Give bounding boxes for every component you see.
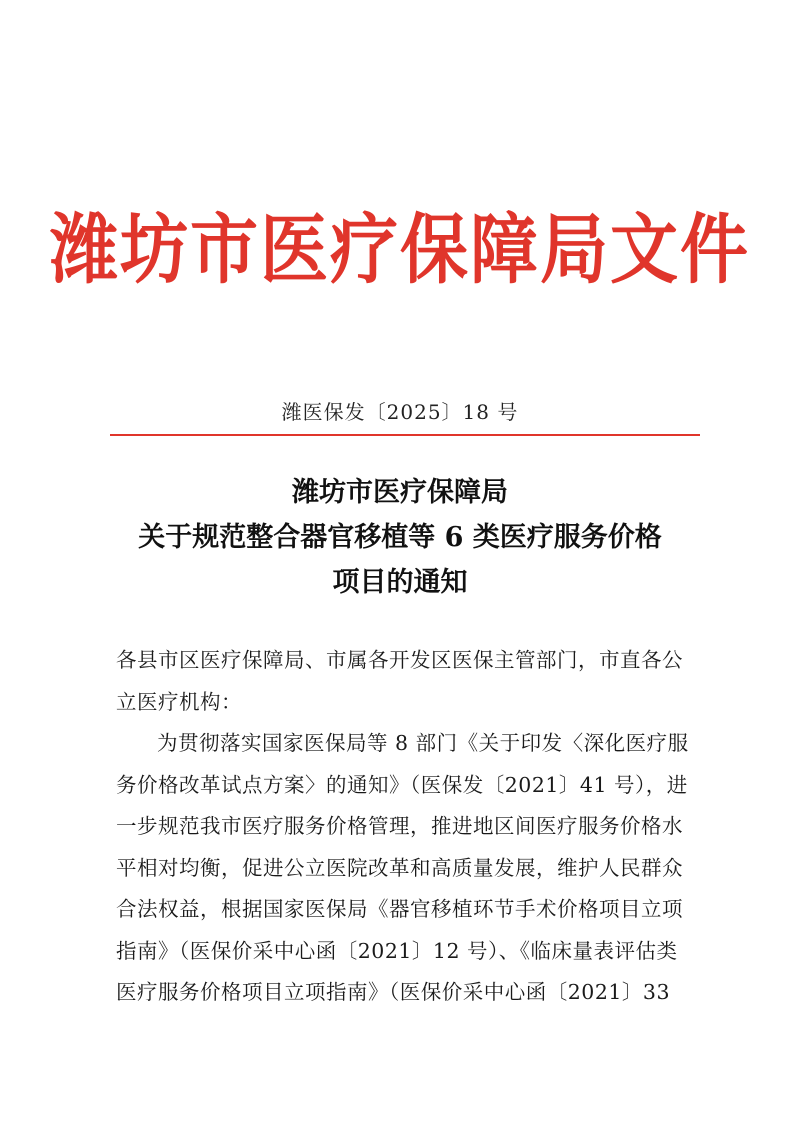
- title-line-2: 关于规范整合器官移植等 6 类医疗服务价格: [138, 522, 662, 553]
- document-title: [100, 470, 700, 605]
- red-divider-rule: [110, 434, 700, 436]
- body-line: 一步规范我市医疗服务价格管理，推进地区间医疗服务价格水: [116, 814, 683, 838]
- body-line: 各县市区医疗保障局、市属各开发区医保主管部门，市直各公: [116, 648, 683, 672]
- title-line-3: 项目的通知: [332, 567, 468, 598]
- body-line: 指南》（医保价采中心函〔2021〕12 号）、《临床量表评估类: [116, 938, 678, 963]
- issuer-masthead: 潍坊市医疗保障局文件: [49, 205, 750, 295]
- body-line: 医疗服务价格项目立项指南》（医保价采中心函〔2021〕33: [116, 980, 671, 1004]
- body-line: 务价格改革试点方案〉的通知》（医保发〔2021〕41 号），进: [116, 772, 688, 797]
- document-number: 潍医保发〔2025〕18 号: [281, 400, 519, 424]
- body-line: 立医疗机构：: [116, 689, 242, 714]
- document-body: [116, 640, 696, 1014]
- body-line: 平相对均衡，促进公立医院改革和高质量发展，维护人民群众: [116, 855, 683, 880]
- body-line: 为贯彻落实国家医保局等 8 部门《关于印发〈深化医疗服: [157, 731, 689, 755]
- title-line-1: 潍坊市医疗保障局: [292, 477, 508, 508]
- body-line: 合法权益，根据国家医保局《器官移植环节手术价格项目立项: [116, 897, 683, 921]
